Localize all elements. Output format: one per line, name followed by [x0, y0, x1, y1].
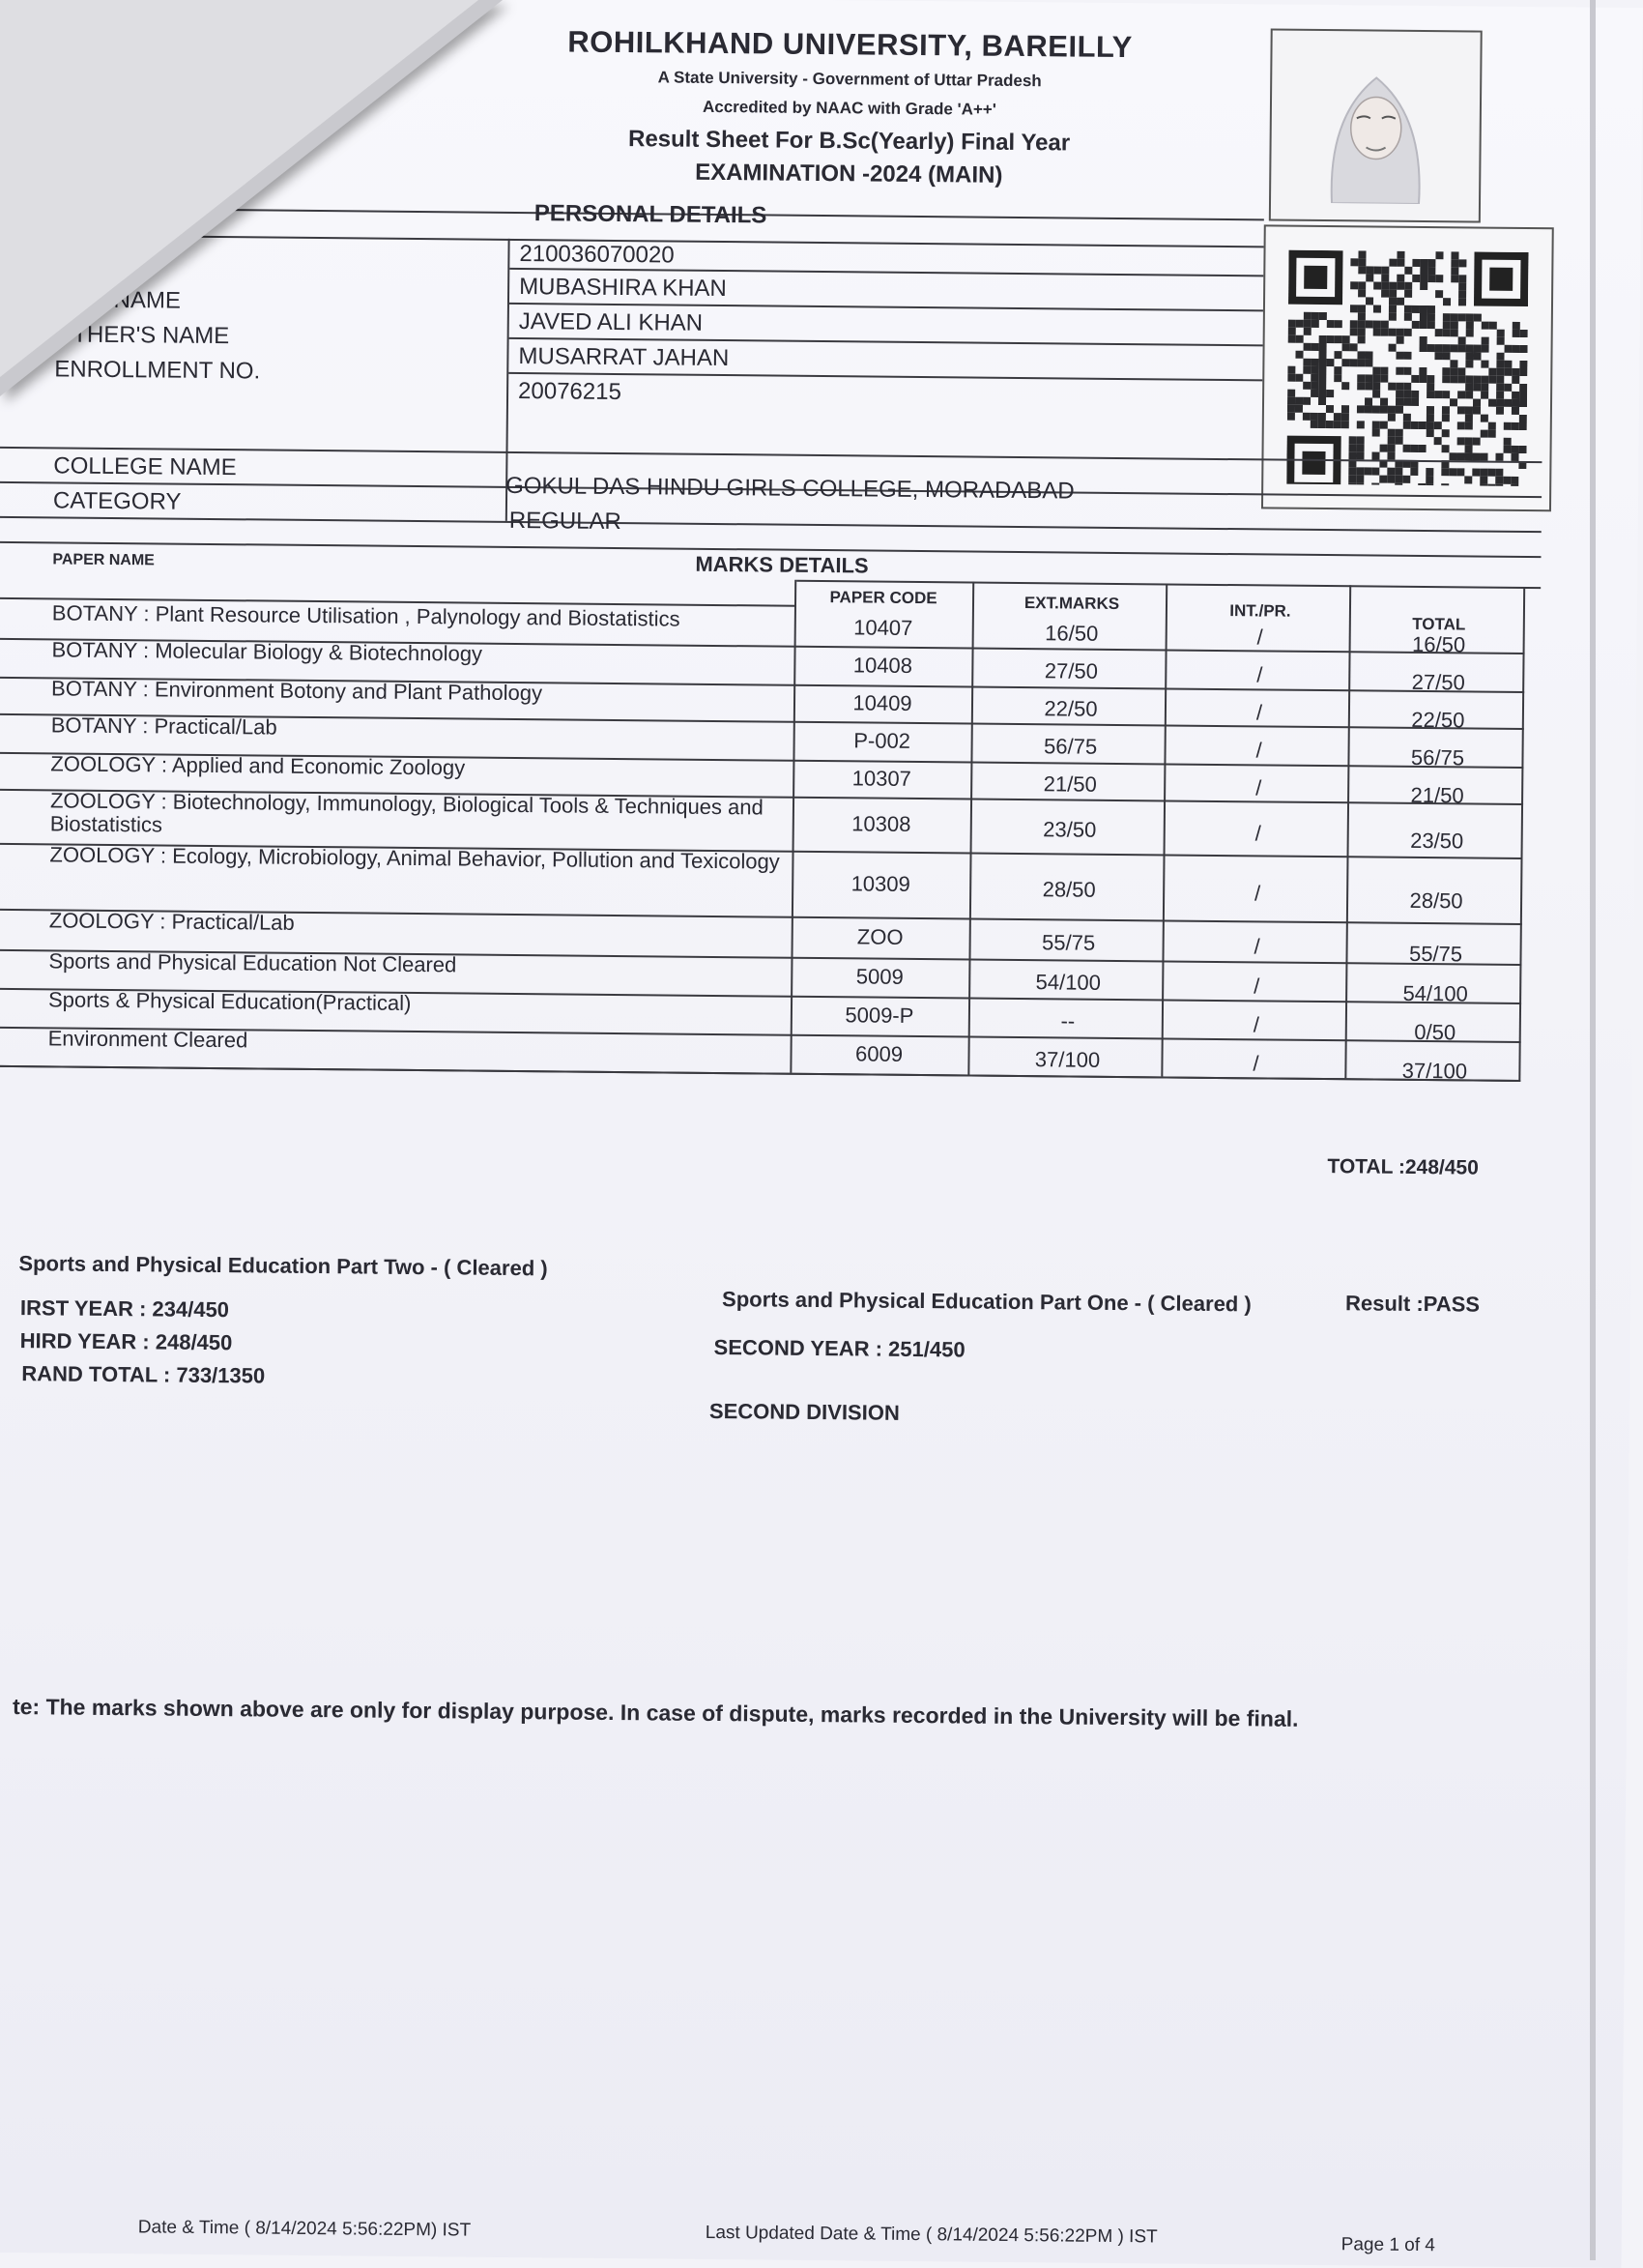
- total-cell: 0/50: [1414, 1019, 1456, 1045]
- paper-code-cell: 10408: [852, 653, 913, 678]
- student-name-value: MUBASHIRA KHAN: [519, 274, 727, 303]
- qr-code-box: [1261, 224, 1554, 511]
- table-line: [796, 580, 1541, 589]
- sports-part-one-status: Sports and Physical Education Part One - ( Cleared ): [721, 1287, 1252, 1317]
- last-updated-datetime: Last Updated Date & Time ( 8/14/2024 5:56:22PM ) IST: [705, 2222, 1158, 2248]
- total-cell: 37/100: [1401, 1058, 1468, 1084]
- paper-code-column-header: PAPER CODE: [829, 588, 937, 608]
- university-subtitle: A State University - Government of Uttar Pradesh: [657, 68, 1042, 91]
- table-line: [0, 516, 1542, 533]
- third-year-marks: HIRD YEAR : 248/450: [19, 1328, 233, 1355]
- ext-marks-cell: 22/50: [1044, 696, 1098, 721]
- ext-marks-cell: 23/50: [1043, 817, 1097, 842]
- total-cell: 54/100: [1402, 980, 1468, 1006]
- total-cell: 56/75: [1410, 744, 1465, 771]
- marks-details-heading: MARKS DETAILS: [695, 551, 869, 578]
- table-line: [508, 372, 1262, 381]
- paper-code-cell: 5009-P: [845, 1003, 914, 1028]
- int-pr-cell: /: [1256, 662, 1263, 687]
- paper-name-cell: ZOOLOGY : Ecology, Microbiology, Animal Behavior, Pollution and Texicology: [49, 842, 780, 874]
- total-cell: 21/50: [1410, 782, 1464, 808]
- ext-marks-cell: 16/50: [1045, 621, 1099, 646]
- marks-grand-total: TOTAL :248/450: [1327, 1155, 1479, 1179]
- paper-name-cell: Environment Cleared: [47, 1026, 248, 1053]
- ext-marks-cell: 37/100: [1034, 1047, 1101, 1072]
- ext-marks-cell: 54/100: [1035, 970, 1102, 995]
- paper-name-cell: BOTANY : Environment Botony and Plant Pathology: [51, 676, 543, 706]
- total-column-header: TOTAL: [1412, 614, 1466, 634]
- paper-name-column-header: PAPER NAME: [52, 551, 155, 569]
- paper-code-cell: 5009: [855, 964, 904, 989]
- int-pr-cell: /: [1254, 974, 1260, 999]
- student-photo-image: [1317, 58, 1434, 204]
- total-cell: 16/50: [1411, 631, 1466, 657]
- university-name: ROHILKHAND UNIVERSITY, BAREILLY: [567, 24, 1133, 65]
- accreditation-text: Accredited by NAAC with Grade 'A++': [702, 97, 996, 119]
- second-year-marks: SECOND YEAR : 251/450: [713, 1334, 966, 1362]
- paper-name-cell: BOTANY : Molecular Biology & Biotechnology: [51, 637, 483, 666]
- total-cell: 27/50: [1411, 669, 1465, 695]
- personal-details-heading: PERSONAL DETAILS: [533, 200, 767, 229]
- ext-marks-cell: 56/75: [1043, 734, 1098, 759]
- int-pr-cell: /: [1254, 934, 1260, 959]
- int-pr-cell: /: [1253, 1051, 1259, 1076]
- paper-code-cell: 10309: [850, 871, 910, 896]
- int-pr-cell: /: [1255, 775, 1262, 800]
- sheet-title: Result Sheet For B.Sc(Yearly) Final Year: [627, 126, 1071, 157]
- paper-code-cell: 10307: [851, 766, 911, 791]
- disclaimer-note: te: The marks shown above are only for display purpose. In case of dispute, marks recorded in the University will be final.: [12, 1694, 1299, 1731]
- father-name-label: ER'S NAME: [54, 286, 182, 314]
- paper-name-cell: ZOOLOGY : Practical/Lab: [48, 908, 295, 935]
- ext-marks-cell: 28/50: [1042, 877, 1096, 902]
- paper-code-cell: 10409: [852, 690, 912, 715]
- qr-code-icon: [1286, 250, 1528, 486]
- int-pr-cell: /: [1255, 700, 1263, 725]
- int-pr-cell: /: [1254, 821, 1261, 846]
- sports-part-two-status: Sports and Physical Education Part Two - ( Cleared ): [18, 1251, 548, 1281]
- page-edge: [1590, 0, 1596, 2260]
- paper-code-cell: 6009: [854, 1041, 904, 1066]
- paper-code-cell: 10308: [851, 811, 911, 836]
- total-cell: 28/50: [1409, 887, 1463, 914]
- ext-marks-column-header: EXT.MARKS: [1023, 594, 1120, 613]
- father-name-value: JAVED ALI KHAN: [518, 308, 704, 336]
- int-pr-cell: /: [1256, 625, 1263, 650]
- folded-corner-flap: [0, 0, 478, 377]
- mother-name-value: MUSARRAT JAHAN: [518, 343, 730, 372]
- paper-name-cell: Sports and Physical Education Not Cleared: [48, 948, 457, 977]
- int-pr-column-header: INT./PR.: [1229, 601, 1291, 621]
- student-photo: [1269, 28, 1483, 222]
- paper-name-cell: Sports & Physical Education(Practical): [47, 987, 412, 1015]
- int-pr-cell: /: [1254, 881, 1261, 906]
- ext-marks-cell: 21/50: [1043, 771, 1097, 797]
- paper-name-cell: ZOOLOGY : Applied and Economic Zoology: [50, 751, 466, 780]
- college-name-label: COLLEGE NAME: [53, 452, 237, 481]
- result-status: Result :PASS: [1344, 1291, 1481, 1317]
- paper-code-cell: ZOO: [856, 924, 904, 949]
- roll-number-value: 210036070020: [519, 241, 675, 269]
- category-value: REGULAR: [508, 507, 621, 536]
- paper-name-cell: BOTANY : Practical/Lab: [50, 712, 277, 740]
- enrollment-value: 20076215: [517, 378, 622, 406]
- total-cell: 55/75: [1408, 941, 1463, 967]
- int-pr-cell: /: [1255, 738, 1262, 763]
- last-submit-datetime: Date & Time ( 8/14/2024 5:56:22PM) IST: [137, 2217, 472, 2241]
- ext-marks-cell: 55/75: [1042, 930, 1096, 955]
- college-name-value: GOKUL DAS HINDU GIRLS COLLEGE, MORADABAD: [505, 472, 1075, 505]
- paper-code-cell: P-002: [853, 728, 911, 753]
- grand-total-marks: RAND TOTAL : 733/1350: [21, 1361, 266, 1388]
- total-cell: 22/50: [1411, 707, 1465, 733]
- first-year-marks: IRST YEAR : 234/450: [19, 1295, 230, 1323]
- int-pr-cell: /: [1253, 1012, 1260, 1037]
- mother-name-label: OTHER'S NAME: [54, 321, 230, 350]
- paper-name-cell: ZOOLOGY : Biotechnology, Immunology, Biological Tools & Techniques and Biostatistics: [49, 788, 764, 837]
- total-cell: 23/50: [1410, 828, 1464, 854]
- exam-title: EXAMINATION -2024 (MAIN): [695, 159, 1003, 189]
- ext-marks-cell: 27/50: [1044, 658, 1098, 683]
- enrollment-label: ENROLLMENT NO.: [54, 356, 261, 385]
- ext-marks-cell: --: [1060, 1008, 1076, 1033]
- category-label: CATEGORY: [52, 487, 182, 515]
- page-number: Page 1 of 4: [1340, 2234, 1436, 2256]
- paper-name-cell: BOTANY : Plant Resource Utilisation , Palynology and Biostatistics: [51, 600, 680, 631]
- paper-code-cell: 10407: [853, 615, 913, 640]
- division-text: SECOND DIVISION: [708, 1398, 900, 1425]
